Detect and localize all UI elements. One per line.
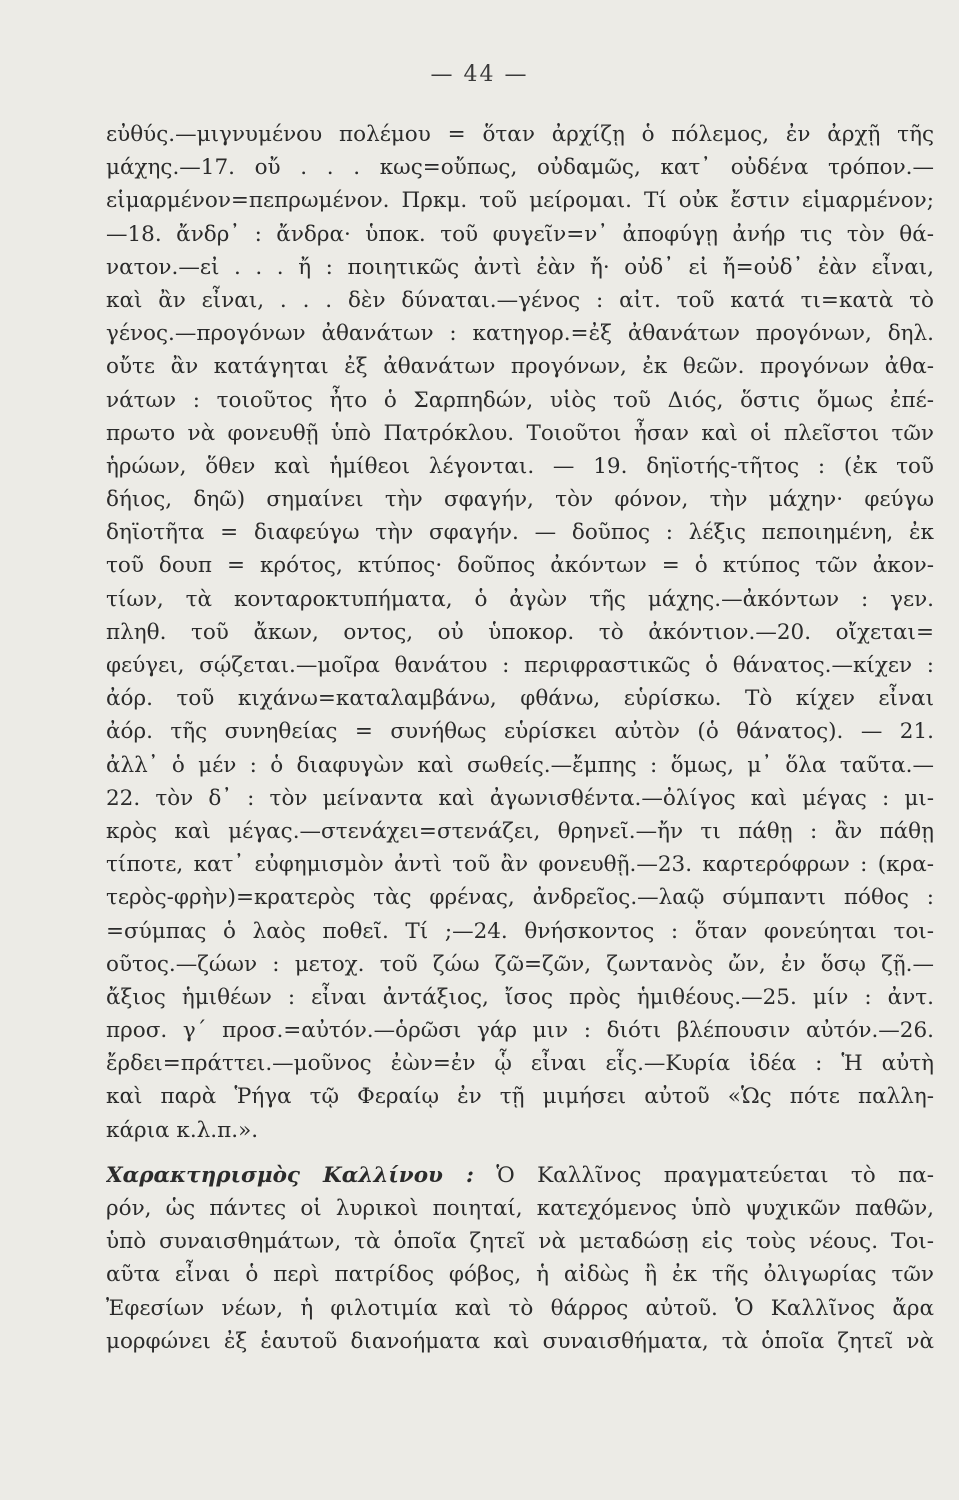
commentary-line: ἀλλ᾿ ὁ μέν : ὁ διαφυγὼν καὶ σωθείς.—ἔμπης : ὅμως, μ᾿ ὅλα ταῦτα.— (106, 752, 934, 778)
commentary-line: =σύμπας ὁ λαὸς ποθεῖ. Τί ;—24. θνήσκοντος : ὅταν φονεύηται τοι- (106, 918, 934, 944)
characterization-block (106, 1159, 934, 1358)
commentary-line: εἱμαρμένον=πεπρωμένον. Πρκμ. τοῦ μείρομαι. Τί οὐκ ἔστιν εἱμαρμένον; (106, 188, 934, 214)
commentary-line: δήιος, δηῶ) σημαίνει τὴν σφαγήν, τὸν φόνον, τὴν μάχην· φεύγω (106, 487, 934, 513)
commentary-line: νατον.—εἰ . . . ἤ : ποιητικῶς ἀντὶ ἐὰν ἤ· οὐδ᾿ εἰ ἤ=οὐδ᾿ ἐὰν εἶναι, (106, 254, 934, 280)
commentary-line: ἀόρ. τῆς συνηθείας = συνήθως εὑρίσκει αὐτὸν (ὁ θάνατος). — 21. (106, 719, 934, 745)
commentary-line: 22. τὸν δ᾿ : τὸν μείναντα καὶ ἀγωνισθέντα.—ὀλίγος καὶ μέγας : μι- (106, 785, 934, 811)
commentary-line: εὐθύς.—μιγνυμένου πολέμου = ὅταν ἀρχίζῃ ὁ πόλεμος, ἐν ἀρχῇ τῆς (106, 122, 934, 147)
characterization-first-line-text: Ὁ Καλλῖνος πραγματεύεται τὸ πα- (496, 1162, 934, 1188)
page-number: — 44 — (430, 62, 529, 87)
commentary-line: οῦτος.—ζώων : μετοχ. τοῦ ζώω ζῶ=ζῶν, ζωντανὸς ὤν, ἐν ὅσῳ ζῇ.— (106, 951, 934, 977)
commentary-line: καὶ παρὰ Ῥήγα τῷ Φεραίῳ ἐν τῇ μιμήσει αὐτοῦ «Ὡς πότε παλλη- (106, 1084, 934, 1110)
commentary-line: φεύγει, σῴζεται.—μοῖρα θανάτου : περιφραστικῶς ὁ θάνατος.—κίχεν : (106, 653, 934, 678)
commentary-line: ἔρδει=πράττει.—μοῦνος ἐὼν=ἐν ᾧ εἶναι εἷς.—Κυρία ἰδέα : Ἡ αὐτὴ (106, 1051, 934, 1077)
commentary-line: ἀόρ. τοῦ κιχάνω=καταλαμβάνω, φθάνω, εὑρίσκω. Τὸ κίχεν εἶναι (106, 686, 934, 712)
page-body (106, 118, 934, 1358)
characterization-line: ρόν, ὡς πάντες οἱ λυρικοὶ ποιηταί, κατεχόμενος ὑπὸ ψυχικῶν παθῶν, (106, 1196, 934, 1221)
commentary-line: κάρια κ.λ.π.». (106, 1117, 259, 1143)
commentary-block (106, 118, 934, 1147)
characterization-line: μορφώνει ἐξ ἑαυτοῦ διανοήματα καὶ συναισθήματα, τὰ ὁποῖα ζητεῖ νὰ (106, 1328, 934, 1354)
commentary-line: τερὸς-φρὴν)=κρατερὸς τὰς φρένας, ἀνδρεῖος.—λαῷ σύμπαντι πόθος : (106, 885, 934, 911)
commentary-line: ἡρώων, ὅθεν καὶ ἡμίθεοι λέγονται. — 19. δηϊοτής-τῆτος : (ἐκ τοῦ (106, 453, 934, 479)
commentary-line: πληθ. τοῦ ἄκων, οντος, οὐ ὑποκορ. τὸ ἀκόντιον.—20. οἴχεται= (106, 619, 934, 645)
commentary-line: γένος.—προγόνων ἀθανάτων : κατηγορ.=ἐξ ἀθανάτων προγόνων, δηλ. (106, 321, 934, 347)
commentary-line: τοῦ δουπ = κρότος, κτύπος· δοῦπος ἀκόντων = ὁ κτύπος τῶν ἀκον- (106, 553, 934, 579)
characterization-line: αῦτα εἶναι ὁ περὶ πατρίδος φόβος, ἡ αἰδὼς ἢ ἐκ τῆς ὀλιγωρίας τῶν (106, 1262, 934, 1288)
commentary-line: πρωτο νὰ φονευθῇ ὑπὸ Πατρόκλου. Τοιοῦτοι ἦσαν καὶ οἱ πλεῖστοι τῶν (106, 420, 934, 446)
commentary-line: δηϊοτῆτα = διαφεύγω τὴν σφαγήν. — δοῦπος : λέξις πεποιημένη, ἐκ (106, 520, 934, 546)
commentary-line: κρὸς καὶ μέγας.—στενάχει=στενάζει, θρηνεῖ.—ἤν τι πάθῃ : ἂν πάθῃ (106, 818, 934, 844)
characterization-line: ὑπὸ συναισθημάτων, τὰ ὁποῖα ζητεῖ νὰ μεταδώσῃ εἰς τοὺς νέους. Τοι- (106, 1229, 934, 1255)
commentary-line: τίων, τὰ κονταροκτυπήματα, ὁ ἀγὼν τῆς μάχης.—ἀκόντων : γεν. (106, 586, 934, 612)
characterization-heading: Χαρακτηρισμὸς Καλλίνου : (106, 1162, 474, 1188)
commentary-line: προσ. γ΄ προσ.=αὐτόν.—ὁρῶσι γάρ μιν : διότι βλέπουσιν αὐτόν.—26. (106, 1018, 934, 1044)
commentary-line: νάτων : τοιοῦτος ἦτο ὁ Σαρπηδών, υἱὸς τοῦ Διός, ὅστις ὅμως ἐπέ- (106, 387, 934, 413)
commentary-line: ἄξιος ἡμιθέων : εἶναι ἀντάξιος, ἴσος πρὸς ἡμιθέους.—25. μίν : ἀντ. (106, 984, 934, 1010)
commentary-line: μάχης.—17. οὔ . . . κως=οὔπως, οὐδαμῶς, κατ᾿ οὐδένα τρόπον.— (106, 155, 934, 181)
commentary-line: οὔτε ἂν κατάγηται ἐξ ἀθανάτων προγόνων, ἐκ θεῶν. προγόνων ἀθα- (106, 354, 934, 380)
commentary-line: —18. ἄνδρ᾿ : ἄνδρα· ὑποκ. τοῦ φυγεῖν=ν᾿ ἀποφύγῃ ἀνήρ τις τὸν θά- (106, 221, 934, 247)
characterization-first-line (106, 1159, 934, 1192)
commentary-line: καὶ ἂν εἶναι, . . . δὲν δύναται.—γένος : αἰτ. τοῦ κατά τι=κατὰ τὸ (106, 287, 934, 313)
characterization-line: Ἐφεσίων νέων, ἡ φιλοτιμία καὶ τὸ θάρρος αὐτοῦ. Ὁ Καλλῖνος ἄρα (106, 1295, 934, 1321)
commentary-line: τίποτε, κατ᾿ εὐφημισμὸν ἀντὶ τοῦ ἂν φονευθῇ.—23. καρτερόφρων : (κρα- (106, 852, 934, 878)
